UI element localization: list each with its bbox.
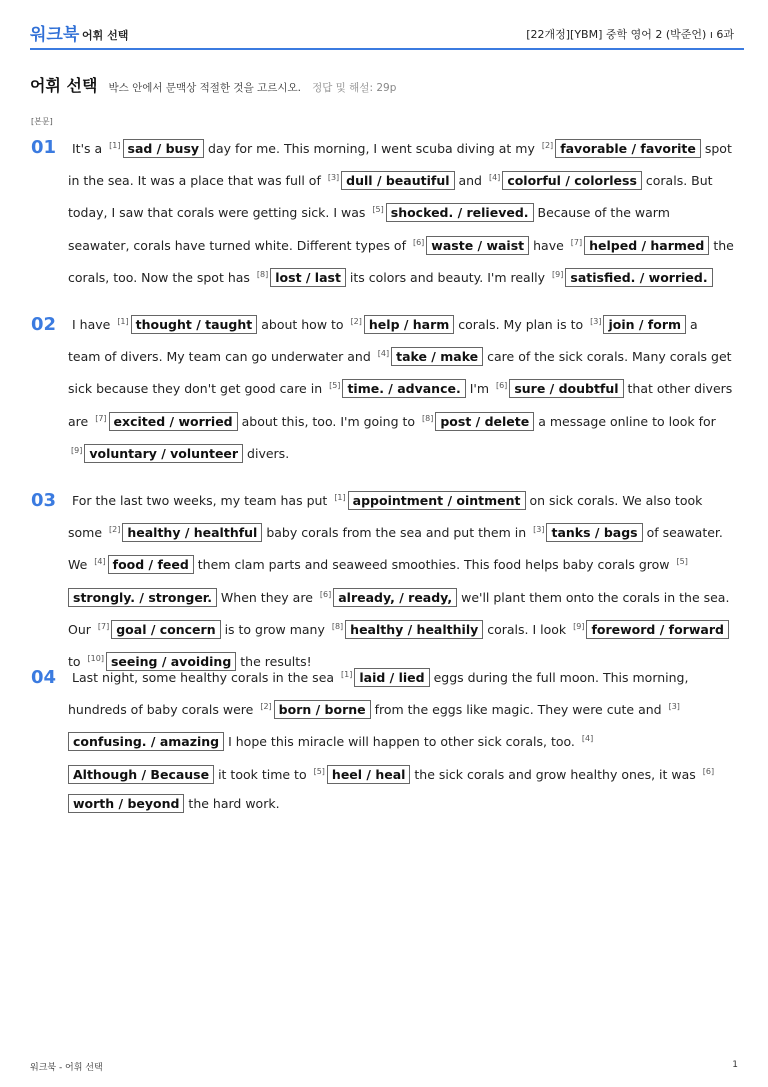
choice-box[interactable]: sad / busy <box>123 139 205 158</box>
choice-marker: [1] <box>334 493 346 502</box>
passage-text: divers. <box>243 445 290 461</box>
footer-label: 워크북 - 어휘 선택 <box>30 1063 103 1073</box>
choice-marker: [3] <box>327 173 340 183</box>
passage-text: the sick corals and grow healthy ones, it was <box>410 766 700 782</box>
passage-text: a team of divers. My team can go underwater and <box>68 317 698 365</box>
brand-title: 워크북 <box>30 25 80 45</box>
question-passage <box>68 131 734 292</box>
passage-text: we'll plant them onto the corals in the sea. Our <box>68 589 730 637</box>
choice-box[interactable]: voluntary / volunteer <box>84 444 243 463</box>
choice-box[interactable]: dull / beautiful <box>341 171 454 190</box>
choice-marker: [1] <box>117 317 129 326</box>
passage-tag: [본문] <box>31 117 53 126</box>
choice-box[interactable]: appointment / ointment <box>348 491 526 510</box>
choice-marker: [3] <box>668 702 680 712</box>
passage-text: spot in the sea. It was a place that was full of <box>68 141 732 189</box>
choice-marker: [6] <box>319 589 332 599</box>
choice-marker: [3] <box>533 525 545 535</box>
passage-text: have <box>529 237 568 253</box>
passage-text: corals. I look <box>483 621 571 637</box>
section-title: 어휘 선택 <box>30 76 98 95</box>
choice-box[interactable]: take / make <box>391 347 483 366</box>
passage-text: that other divers are <box>68 381 733 429</box>
choice-box[interactable]: already, / ready, <box>333 588 457 607</box>
choice-box[interactable]: favorable / favorite <box>555 139 701 158</box>
question-number: 01 <box>31 137 57 158</box>
choice-marker: [6] <box>495 381 508 391</box>
choice-marker: [5] <box>329 381 341 391</box>
passage-text: I hope this miracle will happen to other sick corals, too. <box>224 734 579 750</box>
choice-box[interactable]: heel / heal <box>327 765 411 784</box>
passage-text: the corals, too. Now the spot has <box>68 237 734 285</box>
course-label: [22개정][YBM] 중학 영어 2 (박준언) ı 6과 <box>526 28 734 41</box>
choice-box[interactable]: shocked. / relieved. <box>386 203 534 222</box>
passage-text: about how to <box>257 317 348 332</box>
choice-box[interactable]: Although / Because <box>68 765 214 784</box>
choice-marker: [8] <box>331 621 344 631</box>
choice-marker: [4] <box>581 734 594 744</box>
choice-marker: [7] <box>97 621 110 631</box>
choice-box[interactable]: confusing. / amazing <box>68 732 224 751</box>
choice-box[interactable]: worth / beyond <box>68 794 184 813</box>
choice-marker: [2] <box>350 317 362 326</box>
choice-box[interactable]: post / delete <box>435 412 534 431</box>
choice-box[interactable]: healthy / healthily <box>345 620 483 639</box>
passage-text: eggs during the full moon. This morning, hundreds of baby corals were <box>68 670 689 718</box>
instruction-text: 박스 안에서 문맥상 적절한 것을 고르시오. <box>108 82 301 94</box>
question-passage <box>68 483 734 676</box>
passage-text: to <box>68 654 85 670</box>
passage-text: When they are <box>216 589 317 605</box>
choice-marker: [4] <box>488 173 501 183</box>
choice-marker: [1] <box>109 141 121 150</box>
passage-text: is to grow many <box>220 621 329 637</box>
choice-box[interactable]: seeing / avoiding <box>106 652 236 671</box>
section-title-row <box>30 73 396 96</box>
answer-reference: 정답 및 해설: 29p <box>312 82 397 94</box>
passage-text: day for me. This morning, I went scuba diving at my <box>204 141 539 156</box>
choice-box[interactable]: foreword / forward <box>586 620 728 639</box>
question-number: 02 <box>31 314 57 335</box>
passage-text: on sick corals. We also took some <box>68 493 703 541</box>
choice-box[interactable]: excited / worried <box>109 412 238 431</box>
choice-marker: [9] <box>573 621 585 631</box>
choice-marker: [9] <box>71 445 83 455</box>
passage-text: For the last two weeks, my team has put <box>72 493 332 508</box>
choice-marker: [2] <box>109 525 121 535</box>
choice-box[interactable]: join / form <box>603 315 686 334</box>
choice-box[interactable]: goal / concern <box>111 620 220 639</box>
passage-text: the hard work. <box>184 795 280 811</box>
passage-text: care of the sick corals. Many corals get sick because they don't get good care in <box>68 349 732 397</box>
choice-marker: [7] <box>570 237 583 247</box>
choice-box[interactable]: helped / harmed <box>584 236 709 255</box>
choice-marker: [5] <box>676 557 688 567</box>
passage-text: corals. But today, I saw that corals were getting sick. I was <box>68 173 713 221</box>
passage-text: corals. My plan is to <box>454 317 588 332</box>
passage-text: of seawater. We <box>68 525 723 573</box>
question-passage <box>68 307 734 468</box>
page-header <box>30 0 744 50</box>
brand-subtitle: 어휘 선택 <box>82 29 129 42</box>
choice-box[interactable]: food / feed <box>108 555 194 574</box>
choice-marker: [5] <box>313 766 325 776</box>
choice-marker: [6] <box>702 766 715 776</box>
choice-box[interactable]: strongly. / stronger. <box>68 588 217 607</box>
passage-text: baby corals from the sea and put them in <box>262 525 531 541</box>
page-number: 1 <box>732 1060 738 1070</box>
passage-text: them clam parts and seaweed smoothies. This food helps baby corals grow <box>193 557 674 573</box>
passage-text: it took time to <box>214 766 311 782</box>
passage-text: It's a <box>72 141 107 156</box>
passage-text: a message online to look for <box>534 413 716 429</box>
choice-box[interactable]: sure / doubtful <box>509 379 623 398</box>
passage-text: from the eggs like magic. They were cute and <box>370 702 666 718</box>
choice-box[interactable]: time. / advance. <box>342 379 465 398</box>
choice-marker: [2] <box>260 702 272 712</box>
choice-marker: [8] <box>422 413 434 423</box>
passage-text: Because of the warm seawater, corals have turned white. Different types of <box>68 205 670 253</box>
question-passage <box>68 660 734 818</box>
choice-marker: [8] <box>256 269 269 279</box>
choice-marker: [6] <box>412 237 425 247</box>
choice-box[interactable]: help / harm <box>364 315 454 334</box>
choice-box[interactable]: satisfied. / worried. <box>565 268 712 287</box>
choice-marker: [4] <box>377 349 390 359</box>
choice-marker: [2] <box>541 141 554 150</box>
passage-text: its colors and beauty. I'm really <box>345 269 550 285</box>
choice-marker: [10] <box>87 654 104 664</box>
choice-marker: [7] <box>95 413 107 423</box>
choice-box[interactable]: tanks / bags <box>546 523 642 542</box>
choice-box[interactable]: colorful / colorless <box>502 171 642 190</box>
choice-box[interactable]: thought / taught <box>131 315 258 334</box>
choice-marker: [3] <box>590 317 602 326</box>
passage-text: and <box>454 173 486 189</box>
passage-text: Last night, some healthy corals in the sea <box>72 670 339 685</box>
choice-marker: [1] <box>341 670 353 679</box>
choice-box[interactable]: healthy / healthful <box>122 523 262 542</box>
choice-marker: [9] <box>552 269 564 279</box>
choice-marker: [4] <box>94 557 106 567</box>
choice-box[interactable]: born / borne <box>274 700 371 719</box>
question-number: 03 <box>31 490 57 511</box>
passage-text: I have <box>72 317 115 332</box>
passage-text: I'm <box>465 381 493 397</box>
page-footer <box>30 1060 738 1073</box>
choice-box[interactable]: waste / waist <box>426 236 529 255</box>
passage-text: about this, too. I'm going to <box>237 413 420 429</box>
choice-marker: [5] <box>372 205 384 215</box>
passage-text: the results! <box>236 654 312 670</box>
choice-box[interactable]: lost / last <box>270 268 346 287</box>
choice-box[interactable]: laid / lied <box>354 668 429 687</box>
question-number: 04 <box>31 667 57 688</box>
